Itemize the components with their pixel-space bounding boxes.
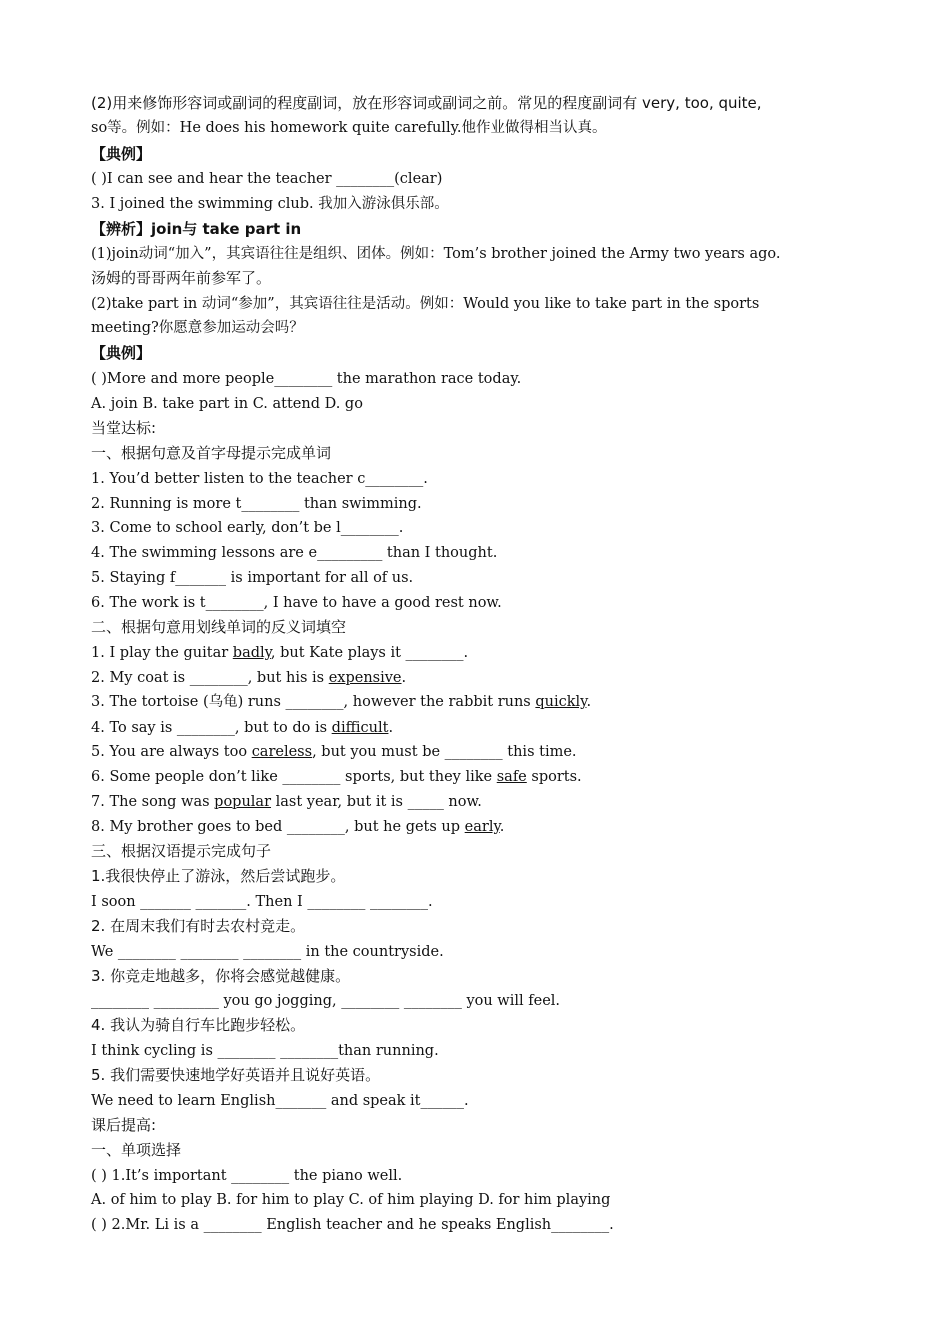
section-heading: 二、根据句意用划线单词的反义词填空 — [91, 618, 347, 636]
section-heading: 三、根据汉语提示完成句子 — [91, 842, 272, 860]
prompt-line: 4. 我认为骑自行车比跑步轻松。 — [91, 1016, 306, 1034]
options-line: A. join B. take part in C. attend D. go — [91, 396, 363, 412]
text-line: 3. I joined the swimming club. 我加入游泳俱乐部。 — [91, 196, 449, 212]
section-heading: 【辨析】join与 take part in — [91, 220, 302, 238]
exercise-line: I think cycling is ________ ________than running. — [91, 1043, 439, 1059]
text-line: 汤姆的哥哥两年前参军了。 — [91, 269, 272, 287]
exercise-line: We need to learn English_______ and speak it______. — [91, 1093, 469, 1109]
section-heading: 一、根据句意及首字母提示完成单词 — [91, 444, 332, 462]
section-heading: 当堂达标: — [91, 419, 157, 437]
exercise-line: ________ _________ you go jogging, ________ ________ you will feel. — [91, 993, 561, 1009]
question-line: ( ) 2.Mr. Li is a ________ English teacher and he speaks English________. — [91, 1217, 614, 1233]
exercise-line: 8. My brother goes to bed ________, but he gets up early. — [91, 819, 505, 835]
exercise-line: 3. The tortoise (乌龟) runs ________, however the rabbit runs quickly. — [91, 694, 592, 710]
exercise-line: 6. The work is t________, I have to have a good rest now. — [91, 595, 502, 611]
text-line: meeting?你愿意参加运动会吗？ — [91, 320, 304, 336]
prompt-line: 3. 你竞走地越多，你将会感觉越健康。 — [91, 967, 351, 985]
underlined-word: popular — [214, 794, 272, 810]
exercise-line: 5. You are always too careless, but you must be ________ this time. — [91, 744, 577, 760]
exercise-line: 1. I play the guitar badly, but Kate plays it ________. — [91, 645, 469, 661]
text-line: (2)用来修饰形容词或副词的程度副词，放在形容词或副词之前。常见的程度副词有 very, too, quite, — [91, 94, 762, 112]
prompt-line: 1.我很快停止了游泳，然后尝试跑步。 — [91, 867, 346, 885]
section-heading: 【典例】 — [91, 344, 152, 362]
exercise-line: 4. The swimming lessons are e_________ than I thought. — [91, 545, 498, 561]
exercise-line: 7. The song was popular last year, but it is _____ now. — [91, 794, 482, 810]
underlined-word: difficult — [331, 720, 389, 736]
prompt-line: 5. 我们需要快速地学好英语并且说好英语。 — [91, 1066, 381, 1084]
underlined-word: early — [464, 819, 500, 835]
exercise-line: 6. Some people don’t like ________ sports, but they like safe sports. — [91, 769, 582, 785]
exercise-line: 2. My coat is ________, but his is expensive. — [91, 670, 407, 686]
exercise-line: 4. To say is ________, but to do is difficult. — [91, 720, 394, 736]
question-line: ( )I can see and hear the teacher ________(clear) — [91, 171, 443, 187]
exercise-line: We ________ ________ ________ in the countryside. — [91, 944, 444, 960]
exercise-line: 3. Come to school early, don’t be l________. — [91, 520, 404, 536]
underlined-word: careless — [251, 744, 313, 760]
exercise-line: I soon _______ _______. Then I ________ ________. — [91, 894, 433, 910]
section-heading: 课后提高: — [91, 1116, 157, 1134]
underlined-word: safe — [496, 769, 527, 785]
text-line: (1)join动词“加入”，其宾语往往是组织、团体。例如：Tom’s brother joined the Army two years ago. — [91, 246, 781, 262]
question-line: ( ) 1.It’s important ________ the piano well. — [91, 1168, 403, 1184]
exercise-line: 5. Staying f_______ is important for all of us. — [91, 570, 414, 586]
exercise-line: 1. You’d better listen to the teacher c________. — [91, 471, 428, 487]
section-heading: 一、单项选择 — [91, 1141, 182, 1159]
options-line: A. of him to play B. for him to play C. of him playing D. for him playing — [91, 1192, 611, 1208]
text-line: so等。例如：He does his homework quite carefully.他作业做得相当认真。 — [91, 120, 607, 136]
question-line: ( )More and more people________ the marathon race today. — [91, 371, 522, 387]
underlined-word: expensive — [328, 670, 402, 686]
prompt-line: 2. 在周末我们有时去农村竞走。 — [91, 917, 306, 935]
text-line: (2)take part in 动词“参加”，其宾语往往是活动。例如：Would you like to take part in the sports — [91, 296, 760, 312]
section-heading: 【典例】 — [91, 145, 152, 163]
exercise-line: 2. Running is more t________ than swimming. — [91, 496, 422, 512]
underlined-word: quickly — [535, 694, 587, 710]
underlined-word: badly — [232, 645, 271, 661]
